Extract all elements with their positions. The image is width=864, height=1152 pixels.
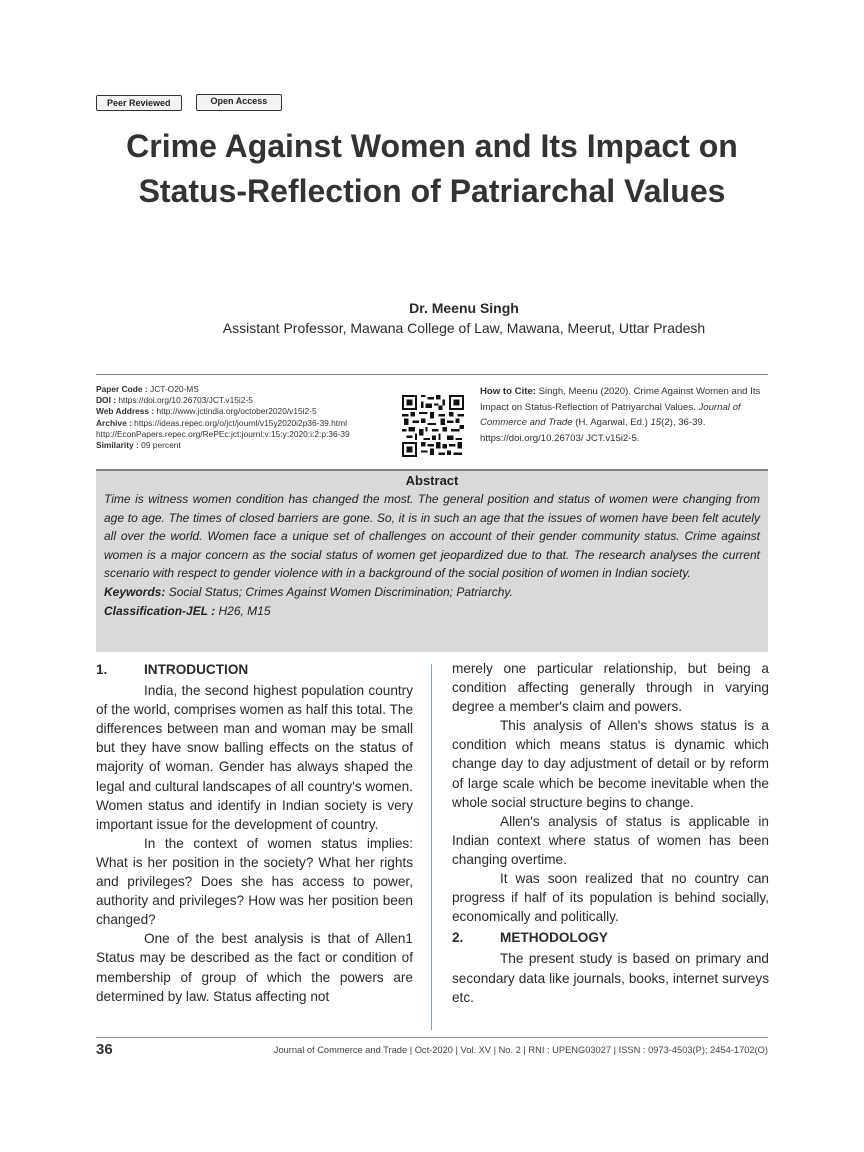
web-address-link[interactable]: http://www.jctindia.org/october2020/v15i2-5 [156,406,317,417]
keywords-text: Social Status; Crimes Against Women Discrimination; Patriarchy. [168,584,513,599]
similarity-label: Similarity : [96,440,139,451]
abstract-body: Time is witness women condition has changed the most. The general position and status of women were changing from age to age. The times of closed barriers are gone. So, it is in such an age that the issues of women have been felt acutely all over the world. Women face a unique set of challenges on account of their gender community status. Crime against women is a major concern as the social status of women get jeopardized due to that. The research analyses the current scenario with respect to gender violence with in a background of the social position of women in Indian society. [104,492,760,581]
cite-label: How to Cite: [480,386,536,397]
peer-reviewed-badge: Peer Reviewed [96,95,182,111]
keywords-line [104,583,760,602]
similarity-value: 09 percent [141,440,181,451]
abstract-heading: Abstract [405,473,459,488]
cite-text-2: (H. Agarwal, Ed.) [575,417,648,428]
badge-row [96,95,282,111]
methodology-title: METHODOLOGY [500,930,608,946]
paper-code-label: Paper Code : [96,384,148,394]
citation-block [480,384,772,446]
archive-label: Archive : [96,417,132,428]
intro-paragraph-2: In the context of women status implies: What is her position in the society? What her rights and privileges? Does she has access to power, authority and privileges? How was her position been changed? [96,835,413,928]
intro-paragraph-3: One of the best analysis is that of Allen1 Status may be described as the fact or condition of membership of group of which the powers are determined by law. Status affecting not [96,931,413,1004]
open-access-badge: Open Access [196,94,283,111]
paper-metadata [96,384,396,451]
right-paragraph-0: merely one particular relationship, but being a condition affecting generally through in varying degree a member's claim and powers. [452,661,769,715]
intro-heading [96,660,413,679]
paper-code: JCT-O20-MS [150,384,199,394]
intro-number: 1. [96,662,108,677]
cite-doi-link[interactable]: https://doi.org/10.26703/ JCT.v15i2-5. [480,432,640,444]
left-column [96,660,413,1006]
journal-footer: Journal of Commerce and Trade | Oct-2020 | Vol. XV | No. 2 | RNI : UPENG03027 | ISSN : 0973-4503(P); 2454-1702(O) [273,1045,768,1055]
intro-paragraph-1: India, the second highest population country of the world, comprises women as half this total. The differences between man and woman may be small but they have snow balling effects on the status of majority of woman. Gender has always shaped the legal and cultural landscapes of all country's women. Women status and identify in Indian society is very important issue for the development of country. [96,683,413,832]
jel-codes: H26, M15 [218,603,271,618]
column-divider [431,664,432,1030]
methodology-heading [452,928,769,947]
archive-link-1[interactable]: https://ideas.repec.org/o/jct/journl/v15y2020i2p36-39.html [134,417,347,428]
title-line-2: Status-Reflection of Patriarchal Values [138,173,726,209]
jel-line [104,602,760,621]
web-label: Web Address : [96,406,155,417]
header-divider [96,374,768,375]
cite-journal: Journal of Commerce and Trade [480,401,741,428]
title-line-1: Crime Against Women and Its Impact on [126,128,738,164]
qr-code-icon[interactable] [402,395,464,457]
archive-link-2[interactable]: http://EconPapers.repec.org/RePEc:jct:journl:v:15:y:2020:i:2:p:36-39 [96,428,350,439]
keywords-label: Keywords: [104,584,166,599]
right-paragraph-3: It was soon realized that no country can progress if half of its population is behind socially, economically and politically. [452,871,769,925]
doi-link[interactable]: https://doi.org/10.26703/JCT.v15i2-5 [118,395,253,406]
methodology-number: 2. [452,930,464,946]
cite-volume: 15 [650,417,662,428]
author-name: Dr. Meenu Singh [409,300,519,316]
intro-title: INTRODUCTION [144,662,249,677]
page-number: 36 [96,1041,113,1058]
right-column [452,659,769,1007]
right-paragraph-2: Allen's analysis of status is applicable in Indian context where status of women has been changing overtime. [452,813,769,867]
paper-title [60,124,804,214]
abstract-box [96,470,768,652]
right-paragraph-1: This analysis of Allen's shows status is a condition which means status is dynamic which change day to day adjustment of detail or by reform of large scale which be become inevitable when the whole social structure begins to change. [452,718,769,810]
author-affiliation: Assistant Professor, Mawana College of Law, Mawana, Meerut, Uttar Pradesh [222,320,706,336]
cite-text-1: Singh, Meenu (2020). Crime Against Women and Its Impact on Status-Reflection of Patriyarchal Values. [480,386,761,413]
footer-rule [96,1037,768,1038]
jel-label: Classification-JEL : [104,603,216,618]
cite-text-3: (2), 36-39. [661,417,706,428]
doi-label: DOI : [96,395,117,406]
methodology-paragraph-1: The present study is based on primary and secondary data like journals, books, internet surveys etc. [452,951,769,1005]
